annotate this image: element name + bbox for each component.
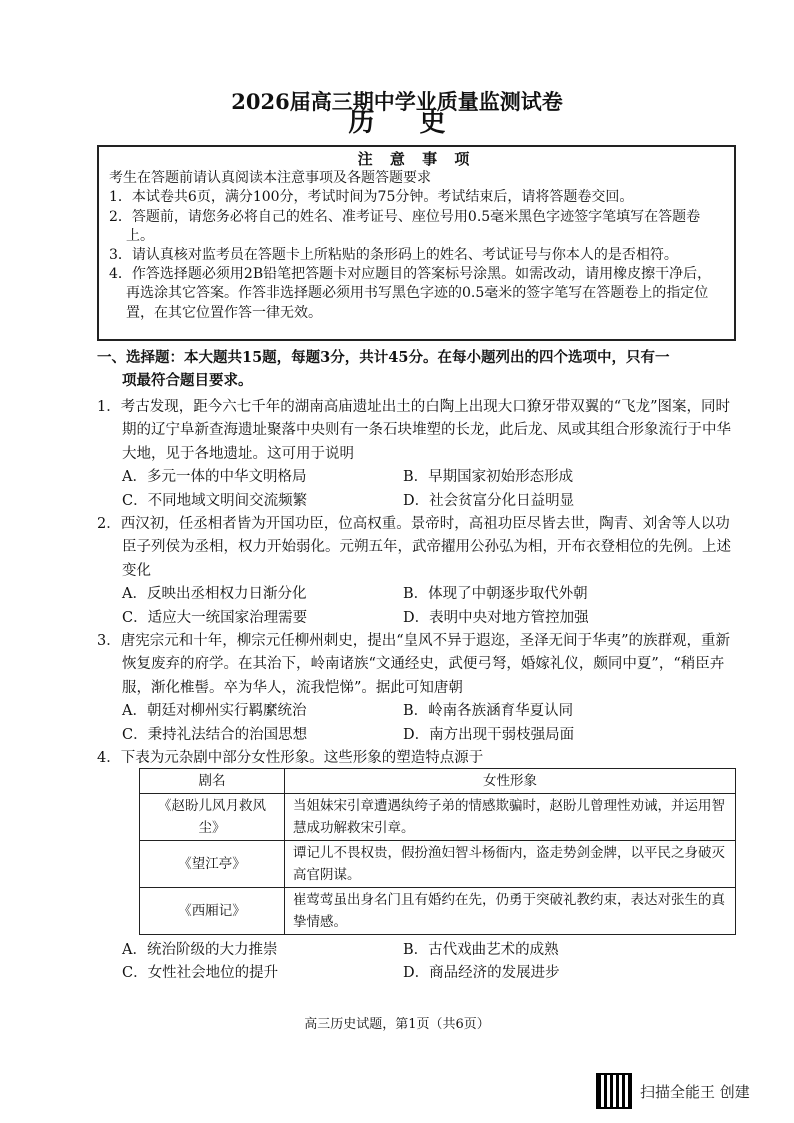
option-b: B．早期国家初始形态形成 [403,469,574,486]
option-c: C．女性社会地位的提升 [122,965,279,982]
table-cell: 《望江亭》 [140,841,285,888]
table-cell: 《西厢记》 [140,888,285,935]
option-b: B．古代戏曲艺术的成熟 [403,942,559,958]
question-stem: 4．下表为元杂剧中部分女性形象。这些形象的塑造特点源于 [97,750,484,766]
option-c: C．秉持礼法结合的治国思想 [122,726,308,743]
question-1 [97,396,742,513]
table-header: 剧名 [140,769,285,794]
option-d: D．表明中央对地方管控加强 [403,609,589,626]
table-cell: 《赵盼儿风月救风尘》 [140,794,285,841]
question-3 [97,630,742,747]
table-cell: 谭记儿不畏权贵，假扮渔妇智斗杨衙内，盗走势剑金牌，以平民之身破灭高官阴谋。 [285,841,736,888]
notice-box [97,145,736,341]
table-cell: 崔莺莺虽出身名门且有婚约在先，仍勇于突破礼教约束，表达对张生的真挚情感。 [285,888,736,935]
question-4-options [97,939,742,986]
notice-item: 2．答题前，请您务必将自己的姓名、准考证号、座位号用0.5毫米黑色字迹签字笔填写在答题卷上。 [109,208,701,244]
section-heading [97,346,742,393]
notice-heading: 注 意 事 项 [357,150,476,168]
option-c: C．不同地域文明间交流频繁 [122,492,308,509]
notice-intro: 考生在答题前请认真阅读本注意事项及各题答题要求 [109,170,431,187]
notice-item: 1．本试卷共6页，满分100分，考试时间为75分钟。考试结束后，请将答题卷交回。 [109,189,634,206]
watermark-text: 扫描全能王 创建 [640,1082,750,1101]
option-d: D．商品经济的发展进步 [403,965,560,982]
table-row [140,794,736,841]
question-4 [97,747,742,770]
table-cell: 当姐妹宋引章遭遇纨绔子弟的情感欺骗时，赵盼儿曾理性劝诫，并运用智慧成功解救宋引章。 [285,794,736,841]
subject-title: 历 史 [348,108,464,138]
option-a: A．多元一体的中华文明格局 [122,469,307,486]
option-a: A．统治阶级的大力推崇 [122,942,278,958]
option-a: A．朝廷对柳州实行羁縻统治 [122,703,307,720]
question-stem: 3．唐宪宗元和十年，柳宗元任柳州刺史，提出“皇风不异于遐迩，圣泽无间于华夷”的族群观，重新恢复废弃的府学。在其治下，岭南诸族“文通经史，武便弓弩，婚嫁礼仪，颇同中夏”，“稍臣卉服，渐化椎髻。卒为华人，流我恺悌”。据此可知唐朝 [97,633,731,696]
drama-table [139,768,736,935]
qr-code-icon [596,1073,632,1109]
option-a: A．反映出丞相权力日渐分化 [122,586,307,603]
section-heading-line: 一、选择题：本大题共15题，每题3分，共计45分。在每小题列出的四个选项中，只有一 [97,349,670,366]
option-c: C．适应大一统国家治理需要 [122,609,308,626]
table-header: 女性形象 [285,769,736,794]
table-row [140,841,736,888]
notice-item: 4．作答选择题必须用2B铅笔把答题卡对应题目的答案标号涂黑。如需改动，请用橡皮擦干净后，再选涂其它答案。作答非选择题必须用书写黑色字迹的0.5毫米的签字笔写在答题卷上的指定位置，在其它位置作答一律无效。 [109,266,712,321]
question-2 [97,513,742,630]
option-d: D．南方出现干弱枝强局面 [403,726,575,743]
page-footer: 高三历史试题，第1页（共6页） [304,1017,490,1032]
option-b: B．岭南各族涵育华夏认同 [403,703,574,720]
option-d: D．社会贫富分化日益明显 [403,492,575,509]
table-row [140,888,736,935]
scanner-watermark [596,1073,750,1109]
question-stem: 1．考古发现，距今六七千年的湖南高庙遗址出土的白陶上出现大口獠牙带双翼的“飞龙”图案，同时期的辽宁阜新查海遗址聚落中央则有一条石块堆塑的长龙，此后龙、凤或其组合形象流行于中华大地，见于各地遗址。这可用于说明 [97,399,731,462]
section-heading-line: 项最符合题目要求。 [122,372,253,390]
notice-item: 3．请认真核对监考员在答题卡上所粘贴的条形码上的姓名、考试证号与你本人的是否相符。 [109,247,678,264]
option-b: B．体现了中朝逐步取代外朝 [403,586,588,603]
exam-title: 2026届高三期中学业质量监测试卷 [231,89,563,114]
question-stem: 2．西汉初，任丞相者皆为开国功臣，位高权重。景帝时，高祖功臣尽皆去世，陶青、刘舍等人以功臣子列侯为丞相，权力开始弱化。元朔五年，武帝擢用公孙弘为相，开布衣登相位的先例。上述变化 [97,516,731,579]
